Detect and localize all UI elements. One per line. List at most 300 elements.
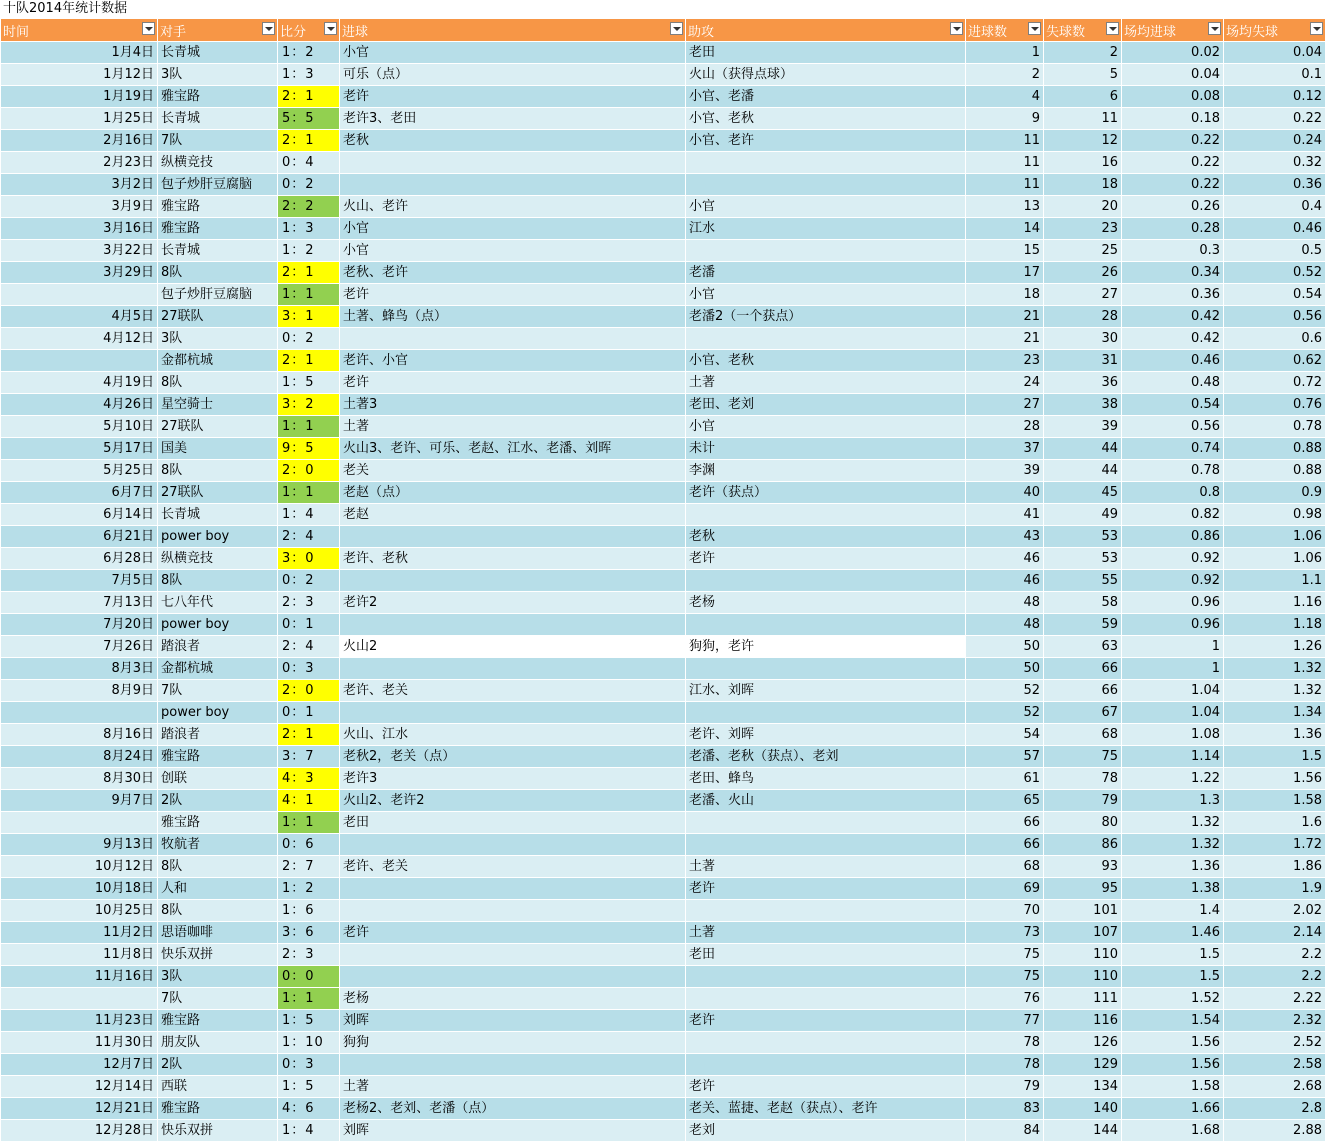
cell-score[interactable]: 0：3 [278, 658, 340, 680]
cell-goals-for[interactable]: 61 [966, 768, 1044, 790]
cell-opponent[interactable]: power boy [158, 614, 278, 636]
cell-avg-goals-for[interactable]: 0.46 [1122, 350, 1224, 372]
cell-date[interactable]: 10月12日 [1, 856, 158, 878]
cell-goals-for[interactable]: 66 [966, 812, 1044, 834]
cell-goals-for[interactable]: 9 [966, 108, 1044, 130]
cell-assists[interactable]: 未计 [686, 438, 966, 460]
cell-avg-goals-for[interactable]: 1.36 [1122, 856, 1224, 878]
cell-goals-for[interactable]: 84 [966, 1120, 1044, 1142]
cell-opponent[interactable]: 纵横竞技 [158, 152, 278, 174]
cell-goals-against[interactable]: 111 [1044, 988, 1122, 1010]
cell-avg-goals-against[interactable]: 0.88 [1224, 438, 1325, 460]
cell-avg-goals-against[interactable]: 0.12 [1224, 86, 1325, 108]
cell-avg-goals-against[interactable]: 1.26 [1224, 636, 1325, 658]
cell-avg-goals-against[interactable]: 2.32 [1224, 1010, 1325, 1032]
cell-goals-against[interactable]: 55 [1044, 570, 1122, 592]
cell-assists[interactable]: 老田 [686, 42, 966, 64]
cell-goals-against[interactable]: 78 [1044, 768, 1122, 790]
cell-avg-goals-against[interactable]: 0.36 [1224, 174, 1325, 196]
cell-avg-goals-against[interactable]: 2.02 [1224, 900, 1325, 922]
cell-goals-against[interactable]: 126 [1044, 1032, 1122, 1054]
cell-avg-goals-for[interactable]: 1.32 [1122, 834, 1224, 856]
cell-score[interactable]: 1：4 [278, 1120, 340, 1142]
cell-goals-for[interactable]: 24 [966, 372, 1044, 394]
cell-opponent[interactable]: 长青城 [158, 108, 278, 130]
cell-goals-against[interactable]: 110 [1044, 966, 1122, 988]
cell-date[interactable] [1, 284, 158, 306]
cell-goals[interactable] [340, 658, 686, 680]
cell-goals[interactable]: 火山2、老许2 [340, 790, 686, 812]
cell-avg-goals-against[interactable]: 0.46 [1224, 218, 1325, 240]
cell-goals-against[interactable]: 144 [1044, 1120, 1122, 1142]
cell-date[interactable]: 7月20日 [1, 614, 158, 636]
cell-date[interactable]: 1月4日 [1, 42, 158, 64]
cell-avg-goals-for[interactable]: 1.32 [1122, 812, 1224, 834]
cell-avg-goals-for[interactable]: 0.42 [1122, 306, 1224, 328]
cell-avg-goals-against[interactable]: 0.98 [1224, 504, 1325, 526]
cell-goals-against[interactable]: 110 [1044, 944, 1122, 966]
cell-assists[interactable] [686, 328, 966, 350]
cell-opponent[interactable]: 8队 [158, 570, 278, 592]
cell-assists[interactable]: 老许（获点） [686, 482, 966, 504]
cell-date[interactable]: 8月30日 [1, 768, 158, 790]
cell-goals[interactable]: 老秋、老许 [340, 262, 686, 284]
cell-score[interactable]: 2：1 [278, 86, 340, 108]
cell-date[interactable]: 1月25日 [1, 108, 158, 130]
cell-avg-goals-against[interactable]: 0.6 [1224, 328, 1325, 350]
cell-avg-goals-for[interactable]: 0.74 [1122, 438, 1224, 460]
cell-opponent[interactable]: 牧航者 [158, 834, 278, 856]
cell-assists[interactable]: 江水 [686, 218, 966, 240]
cell-opponent[interactable]: 2队 [158, 1054, 278, 1076]
cell-avg-goals-against[interactable]: 0.56 [1224, 306, 1325, 328]
cell-assists[interactable] [686, 152, 966, 174]
cell-goals-for[interactable]: 50 [966, 658, 1044, 680]
cell-opponent[interactable]: 金都杭城 [158, 658, 278, 680]
cell-assists[interactable] [686, 1054, 966, 1076]
cell-goals[interactable]: 老许、老关 [340, 856, 686, 878]
cell-score[interactable]: 1：3 [278, 218, 340, 240]
cell-score[interactable]: 0：6 [278, 834, 340, 856]
cell-goals-for[interactable]: 39 [966, 460, 1044, 482]
cell-goals-against[interactable]: 38 [1044, 394, 1122, 416]
cell-score[interactable]: 1：5 [278, 1076, 340, 1098]
cell-avg-goals-for[interactable]: 1.56 [1122, 1032, 1224, 1054]
cell-avg-goals-against[interactable]: 1.58 [1224, 790, 1325, 812]
cell-avg-goals-for[interactable]: 1.3 [1122, 790, 1224, 812]
filter-dropdown-icon[interactable] [670, 22, 683, 35]
cell-goals-against[interactable]: 20 [1044, 196, 1122, 218]
cell-score[interactable]: 0：2 [278, 328, 340, 350]
cell-goals-for[interactable]: 15 [966, 240, 1044, 262]
cell-opponent[interactable]: 西联 [158, 1076, 278, 1098]
cell-assists[interactable]: 小官、老秋 [686, 350, 966, 372]
cell-goals-for[interactable]: 4 [966, 86, 1044, 108]
cell-date[interactable]: 10月18日 [1, 878, 158, 900]
cell-goals-for[interactable]: 11 [966, 174, 1044, 196]
cell-goals-for[interactable]: 78 [966, 1054, 1044, 1076]
cell-goals-for[interactable]: 52 [966, 680, 1044, 702]
cell-opponent[interactable]: 27联队 [158, 416, 278, 438]
cell-goals[interactable] [340, 570, 686, 592]
cell-avg-goals-for[interactable]: 0.02 [1122, 42, 1224, 64]
cell-avg-goals-against[interactable]: 1.06 [1224, 548, 1325, 570]
cell-goals-against[interactable]: 58 [1044, 592, 1122, 614]
cell-goals-against[interactable]: 44 [1044, 460, 1122, 482]
cell-avg-goals-against[interactable]: 1.5 [1224, 746, 1325, 768]
cell-score[interactable]: 2：1 [278, 724, 340, 746]
cell-date[interactable]: 8月16日 [1, 724, 158, 746]
cell-avg-goals-against[interactable]: 1.32 [1224, 658, 1325, 680]
cell-date[interactable]: 2月16日 [1, 130, 158, 152]
cell-date[interactable]: 3月16日 [1, 218, 158, 240]
cell-avg-goals-for[interactable]: 1.66 [1122, 1098, 1224, 1120]
cell-date[interactable]: 7月13日 [1, 592, 158, 614]
cell-opponent[interactable]: 思语咖啡 [158, 922, 278, 944]
cell-date[interactable]: 12月21日 [1, 1098, 158, 1120]
cell-goals-for[interactable]: 21 [966, 306, 1044, 328]
cell-assists[interactable]: 土著 [686, 856, 966, 878]
cell-opponent[interactable]: 踏浪者 [158, 636, 278, 658]
cell-avg-goals-against[interactable]: 2.14 [1224, 922, 1325, 944]
cell-opponent[interactable]: 长青城 [158, 240, 278, 262]
cell-score[interactable]: 0：2 [278, 570, 340, 592]
cell-opponent[interactable]: 雅宝路 [158, 196, 278, 218]
cell-assists[interactable]: 小官 [686, 284, 966, 306]
cell-goals-against[interactable]: 140 [1044, 1098, 1122, 1120]
cell-goals[interactable] [340, 966, 686, 988]
cell-goals[interactable]: 老许、老关 [340, 680, 686, 702]
cell-opponent[interactable]: power boy [158, 702, 278, 724]
cell-goals-against[interactable]: 49 [1044, 504, 1122, 526]
cell-avg-goals-against[interactable]: 1.32 [1224, 680, 1325, 702]
cell-goals[interactable]: 老赵（点） [340, 482, 686, 504]
cell-score[interactable]: 1：5 [278, 372, 340, 394]
cell-assists[interactable] [686, 966, 966, 988]
cell-date[interactable]: 6月7日 [1, 482, 158, 504]
cell-assists[interactable]: 李渊 [686, 460, 966, 482]
cell-avg-goals-for[interactable]: 0.22 [1122, 130, 1224, 152]
cell-assists[interactable]: 老关、蓝捷、老赵（获点）、老许 [686, 1098, 966, 1120]
cell-avg-goals-for[interactable]: 1.5 [1122, 944, 1224, 966]
cell-avg-goals-for[interactable]: 0.78 [1122, 460, 1224, 482]
cell-avg-goals-for[interactable]: 0.08 [1122, 86, 1224, 108]
cell-goals[interactable] [340, 614, 686, 636]
cell-goals-for[interactable]: 13 [966, 196, 1044, 218]
cell-assists[interactable] [686, 702, 966, 724]
cell-goals[interactable]: 老田 [340, 812, 686, 834]
cell-avg-goals-against[interactable]: 1.18 [1224, 614, 1325, 636]
cell-goals[interactable]: 老秋2，老关（点） [340, 746, 686, 768]
cell-goals[interactable]: 小官 [340, 218, 686, 240]
cell-assists[interactable]: 狗狗，老许 [686, 636, 966, 658]
cell-assists[interactable] [686, 240, 966, 262]
cell-goals-for[interactable]: 37 [966, 438, 1044, 460]
cell-goals[interactable] [340, 944, 686, 966]
cell-goals-against[interactable]: 53 [1044, 548, 1122, 570]
cell-avg-goals-for[interactable]: 1.14 [1122, 746, 1224, 768]
cell-avg-goals-for[interactable]: 1.08 [1122, 724, 1224, 746]
cell-goals-for[interactable]: 48 [966, 614, 1044, 636]
cell-date[interactable]: 9月13日 [1, 834, 158, 856]
cell-goals-against[interactable]: 26 [1044, 262, 1122, 284]
cell-opponent[interactable]: 国美 [158, 438, 278, 460]
cell-score[interactable]: 1：1 [278, 284, 340, 306]
cell-goals[interactable] [340, 702, 686, 724]
cell-date[interactable]: 6月14日 [1, 504, 158, 526]
cell-avg-goals-for[interactable]: 1.54 [1122, 1010, 1224, 1032]
cell-avg-goals-against[interactable]: 1.72 [1224, 834, 1325, 856]
cell-date[interactable]: 8月24日 [1, 746, 158, 768]
cell-opponent[interactable]: 朋友队 [158, 1032, 278, 1054]
cell-avg-goals-for[interactable]: 1 [1122, 658, 1224, 680]
cell-opponent[interactable]: 金都杭城 [158, 350, 278, 372]
cell-avg-goals-against[interactable]: 0.78 [1224, 416, 1325, 438]
cell-date[interactable]: 3月2日 [1, 174, 158, 196]
cell-goals[interactable] [340, 152, 686, 174]
cell-goals[interactable]: 火山2 [340, 636, 686, 658]
cell-avg-goals-against[interactable]: 0.04 [1224, 42, 1325, 64]
cell-score[interactable]: 0：0 [278, 966, 340, 988]
cell-goals-for[interactable]: 54 [966, 724, 1044, 746]
cell-goals-against[interactable]: 75 [1044, 746, 1122, 768]
cell-avg-goals-against[interactable]: 0.72 [1224, 372, 1325, 394]
cell-avg-goals-for[interactable]: 1.04 [1122, 702, 1224, 724]
cell-date[interactable]: 9月7日 [1, 790, 158, 812]
cell-date[interactable]: 10月25日 [1, 900, 158, 922]
cell-opponent[interactable]: 7队 [158, 988, 278, 1010]
cell-score[interactable]: 1：2 [278, 42, 340, 64]
cell-goals[interactable]: 老许 [340, 372, 686, 394]
cell-opponent[interactable]: 3队 [158, 328, 278, 350]
cell-avg-goals-for[interactable]: 0.3 [1122, 240, 1224, 262]
cell-goals-for[interactable]: 77 [966, 1010, 1044, 1032]
cell-goals-against[interactable]: 59 [1044, 614, 1122, 636]
cell-assists[interactable]: 小官 [686, 196, 966, 218]
cell-goals-for[interactable]: 70 [966, 900, 1044, 922]
cell-score[interactable]: 2：1 [278, 262, 340, 284]
cell-goals-for[interactable]: 83 [966, 1098, 1044, 1120]
cell-avg-goals-for[interactable]: 1.46 [1122, 922, 1224, 944]
cell-goals-against[interactable]: 30 [1044, 328, 1122, 350]
cell-opponent[interactable]: 长青城 [158, 504, 278, 526]
cell-opponent[interactable]: 包子炒肝豆腐脑 [158, 284, 278, 306]
cell-goals-for[interactable]: 75 [966, 944, 1044, 966]
cell-avg-goals-against[interactable]: 1.86 [1224, 856, 1325, 878]
cell-avg-goals-against[interactable]: 0.24 [1224, 130, 1325, 152]
cell-goals-for[interactable]: 52 [966, 702, 1044, 724]
cell-goals-against[interactable]: 16 [1044, 152, 1122, 174]
cell-date[interactable]: 3月22日 [1, 240, 158, 262]
cell-goals[interactable]: 火山3、老许、可乐、老赵、江水、老潘、刘晖 [340, 438, 686, 460]
cell-avg-goals-against[interactable]: 0.52 [1224, 262, 1325, 284]
cell-goals-against[interactable]: 107 [1044, 922, 1122, 944]
cell-avg-goals-for[interactable]: 1.38 [1122, 878, 1224, 900]
cell-date[interactable]: 12月7日 [1, 1054, 158, 1076]
cell-goals-against[interactable]: 63 [1044, 636, 1122, 658]
cell-opponent[interactable]: 雅宝路 [158, 86, 278, 108]
cell-avg-goals-against[interactable]: 1.1 [1224, 570, 1325, 592]
cell-goals-for[interactable]: 66 [966, 834, 1044, 856]
cell-opponent[interactable]: 长青城 [158, 42, 278, 64]
cell-date[interactable]: 4月26日 [1, 394, 158, 416]
cell-score[interactable]: 1：1 [278, 812, 340, 834]
filter-dropdown-icon[interactable] [950, 22, 963, 35]
cell-opponent[interactable]: 8队 [158, 372, 278, 394]
cell-goals-for[interactable]: 76 [966, 988, 1044, 1010]
cell-avg-goals-against[interactable]: 1.6 [1224, 812, 1325, 834]
cell-assists[interactable] [686, 1032, 966, 1054]
cell-avg-goals-against[interactable]: 0.76 [1224, 394, 1325, 416]
cell-score[interactable]: 2：2 [278, 196, 340, 218]
cell-assists[interactable] [686, 900, 966, 922]
cell-date[interactable]: 3月29日 [1, 262, 158, 284]
cell-avg-goals-against[interactable]: 1.36 [1224, 724, 1325, 746]
cell-goals[interactable]: 刘晖 [340, 1120, 686, 1142]
cell-assists[interactable]: 小官、老秋 [686, 108, 966, 130]
cell-goals-for[interactable]: 18 [966, 284, 1044, 306]
cell-opponent[interactable]: 创联 [158, 768, 278, 790]
cell-avg-goals-for[interactable]: 0.8 [1122, 482, 1224, 504]
cell-assists[interactable]: 老许 [686, 1076, 966, 1098]
cell-avg-goals-against[interactable]: 2.2 [1224, 966, 1325, 988]
cell-goals[interactable] [340, 328, 686, 350]
cell-goals-for[interactable]: 40 [966, 482, 1044, 504]
cell-goals[interactable] [340, 878, 686, 900]
cell-goals[interactable]: 土著、蜂鸟（点） [340, 306, 686, 328]
cell-assists[interactable]: 老潘2（一个获点） [686, 306, 966, 328]
cell-assists[interactable]: 老田、蜂鸟 [686, 768, 966, 790]
cell-assists[interactable]: 老田、老刘 [686, 394, 966, 416]
cell-avg-goals-for[interactable]: 0.04 [1122, 64, 1224, 86]
cell-assists[interactable] [686, 834, 966, 856]
cell-date[interactable]: 11月2日 [1, 922, 158, 944]
cell-goals[interactable]: 老许 [340, 86, 686, 108]
cell-goals-for[interactable]: 1 [966, 42, 1044, 64]
cell-goals-against[interactable]: 12 [1044, 130, 1122, 152]
cell-opponent[interactable]: 踏浪者 [158, 724, 278, 746]
cell-goals[interactable] [340, 834, 686, 856]
cell-goals-for[interactable]: 50 [966, 636, 1044, 658]
cell-goals[interactable]: 土著 [340, 416, 686, 438]
cell-date[interactable]: 2月23日 [1, 152, 158, 174]
cell-goals-for[interactable]: 78 [966, 1032, 1044, 1054]
cell-goals-for[interactable]: 79 [966, 1076, 1044, 1098]
filter-dropdown-icon[interactable] [1106, 22, 1119, 35]
cell-date[interactable]: 11月8日 [1, 944, 158, 966]
cell-opponent[interactable]: 雅宝路 [158, 1098, 278, 1120]
cell-score[interactable]: 5：5 [278, 108, 340, 130]
cell-date[interactable]: 4月5日 [1, 306, 158, 328]
cell-assists[interactable] [686, 504, 966, 526]
cell-score[interactable]: 1：6 [278, 900, 340, 922]
filter-dropdown-icon[interactable] [1028, 22, 1041, 35]
cell-goals-for[interactable]: 69 [966, 878, 1044, 900]
cell-opponent[interactable]: 3队 [158, 966, 278, 988]
cell-goals-against[interactable]: 6 [1044, 86, 1122, 108]
cell-avg-goals-for[interactable]: 0.48 [1122, 372, 1224, 394]
cell-score[interactable]: 2：4 [278, 526, 340, 548]
cell-goals-against[interactable]: 116 [1044, 1010, 1122, 1032]
cell-date[interactable]: 11月30日 [1, 1032, 158, 1054]
cell-assists[interactable]: 老许 [686, 1010, 966, 1032]
cell-opponent[interactable]: 8队 [158, 262, 278, 284]
cell-opponent[interactable]: 纵横竞技 [158, 548, 278, 570]
cell-goals[interactable] [340, 174, 686, 196]
cell-opponent[interactable]: 雅宝路 [158, 812, 278, 834]
cell-score[interactable]: 3：7 [278, 746, 340, 768]
cell-date[interactable]: 12月14日 [1, 1076, 158, 1098]
cell-avg-goals-against[interactable]: 0.62 [1224, 350, 1325, 372]
cell-assists[interactable]: 老潘、老秋（获点）、老刘 [686, 746, 966, 768]
cell-opponent[interactable]: 3队 [158, 64, 278, 86]
cell-goals-against[interactable]: 11 [1044, 108, 1122, 130]
cell-goals-for[interactable]: 43 [966, 526, 1044, 548]
cell-avg-goals-for[interactable]: 0.36 [1122, 284, 1224, 306]
cell-assists[interactable]: 江水、刘晖 [686, 680, 966, 702]
cell-avg-goals-for[interactable]: 1.56 [1122, 1054, 1224, 1076]
cell-date[interactable]: 11月16日 [1, 966, 158, 988]
cell-assists[interactable]: 老潘 [686, 262, 966, 284]
cell-opponent[interactable]: 七八年代 [158, 592, 278, 614]
cell-score[interactable]: 2：0 [278, 460, 340, 482]
cell-goals[interactable]: 老许、小官 [340, 350, 686, 372]
cell-goals[interactable]: 老许2 [340, 592, 686, 614]
cell-score[interactable]: 3：6 [278, 922, 340, 944]
cell-avg-goals-against[interactable]: 1.34 [1224, 702, 1325, 724]
cell-avg-goals-against[interactable]: 1.56 [1224, 768, 1325, 790]
cell-score[interactable]: 2：3 [278, 592, 340, 614]
cell-goals-against[interactable]: 28 [1044, 306, 1122, 328]
cell-goals-for[interactable]: 57 [966, 746, 1044, 768]
cell-date[interactable]: 7月26日 [1, 636, 158, 658]
cell-score[interactable]: 1：2 [278, 240, 340, 262]
cell-goals-for[interactable]: 46 [966, 548, 1044, 570]
cell-opponent[interactable]: 雅宝路 [158, 218, 278, 240]
cell-avg-goals-for[interactable]: 0.22 [1122, 152, 1224, 174]
cell-goals-for[interactable]: 11 [966, 152, 1044, 174]
cell-avg-goals-for[interactable]: 1.58 [1122, 1076, 1224, 1098]
cell-opponent[interactable]: 快乐双拼 [158, 1120, 278, 1142]
filter-dropdown-icon[interactable] [262, 22, 275, 35]
cell-score[interactable]: 1：1 [278, 416, 340, 438]
cell-goals[interactable]: 老赵 [340, 504, 686, 526]
cell-goals-for[interactable]: 48 [966, 592, 1044, 614]
cell-goals-against[interactable]: 18 [1044, 174, 1122, 196]
cell-score[interactable]: 4：6 [278, 1098, 340, 1120]
cell-goals[interactable] [340, 1054, 686, 1076]
cell-score[interactable]: 1：5 [278, 1010, 340, 1032]
cell-goals[interactable]: 可乐（点） [340, 64, 686, 86]
cell-assists[interactable]: 小官、老许 [686, 130, 966, 152]
cell-avg-goals-against[interactable]: 0.88 [1224, 460, 1325, 482]
cell-avg-goals-for[interactable]: 0.22 [1122, 174, 1224, 196]
cell-avg-goals-against[interactable]: 0.32 [1224, 152, 1325, 174]
cell-opponent[interactable]: 雅宝路 [158, 746, 278, 768]
cell-goals[interactable]: 刘晖 [340, 1010, 686, 1032]
cell-assists[interactable]: 老许 [686, 548, 966, 570]
cell-goals[interactable]: 老许3 [340, 768, 686, 790]
cell-goals-against[interactable]: 45 [1044, 482, 1122, 504]
cell-assists[interactable] [686, 658, 966, 680]
cell-avg-goals-against[interactable]: 2.88 [1224, 1120, 1325, 1142]
cell-avg-goals-against[interactable]: 1.9 [1224, 878, 1325, 900]
cell-date[interactable]: 1月12日 [1, 64, 158, 86]
cell-assists[interactable] [686, 812, 966, 834]
cell-goals-for[interactable]: 23 [966, 350, 1044, 372]
cell-score[interactable]: 9：5 [278, 438, 340, 460]
cell-avg-goals-for[interactable]: 1.5 [1122, 966, 1224, 988]
